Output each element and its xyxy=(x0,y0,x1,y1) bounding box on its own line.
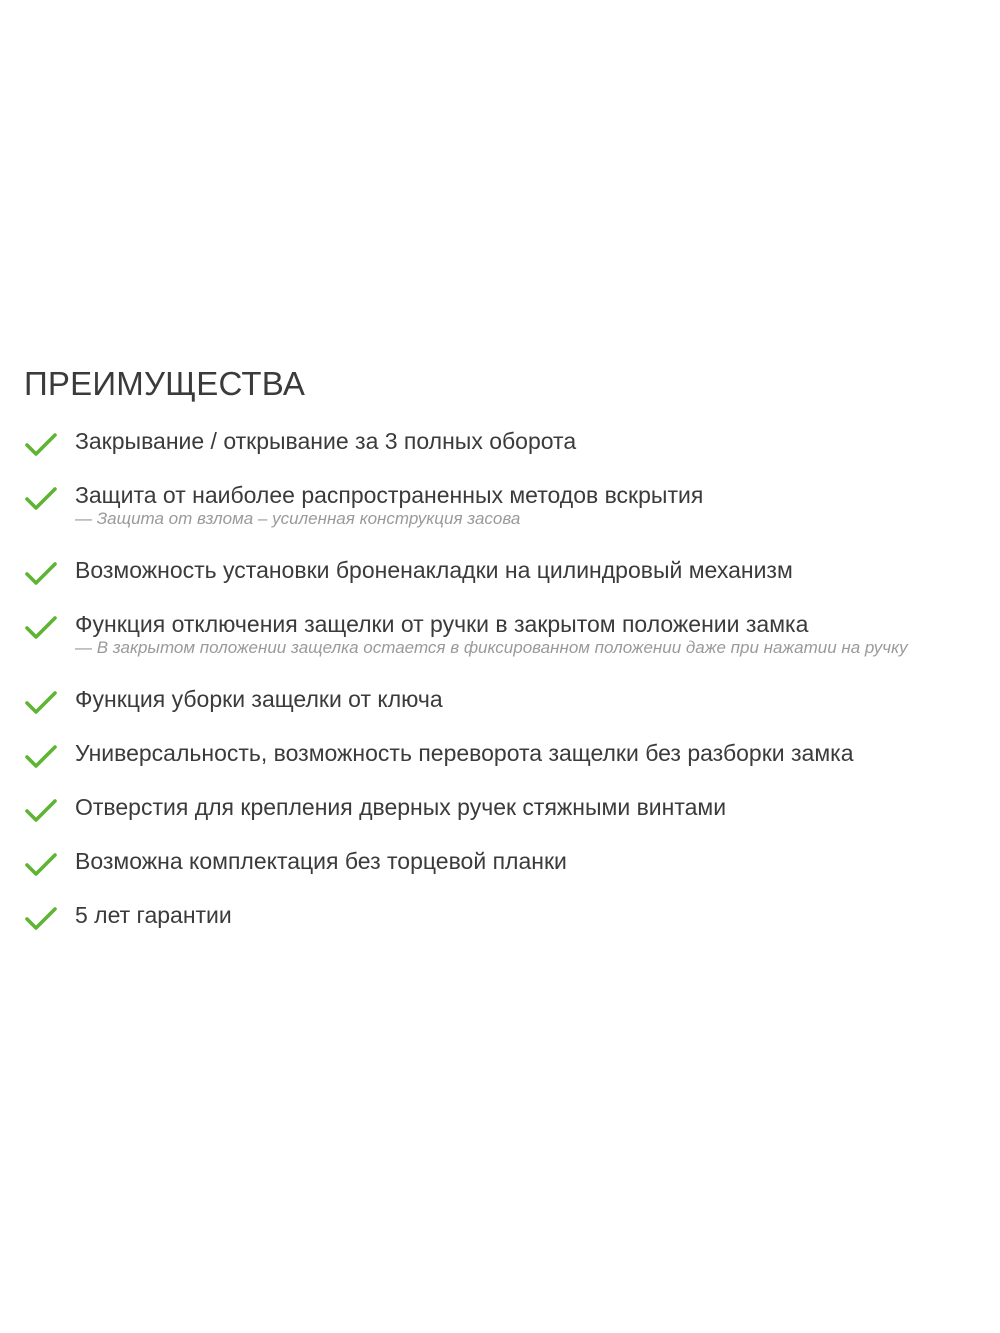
item-title: Закрывание / открывание за 3 полных оборота xyxy=(75,428,577,454)
list-item xyxy=(24,609,984,660)
list-item xyxy=(24,426,984,456)
check-icon xyxy=(24,744,58,770)
check-icon xyxy=(24,561,58,587)
advantages-list xyxy=(24,426,984,930)
check-icon xyxy=(24,906,58,932)
check-icon xyxy=(24,432,58,458)
check-icon xyxy=(24,486,58,512)
list-item xyxy=(24,846,984,876)
item-title: Функция отключения защелки от ручки в закрытом положении замка xyxy=(75,611,809,637)
list-item xyxy=(24,684,984,714)
list-item xyxy=(24,792,984,822)
section-heading: ПРЕИМУЩЕСТВА xyxy=(24,365,306,402)
item-title: 5 лет гарантии xyxy=(75,902,232,928)
list-item xyxy=(24,900,984,930)
advantages-section xyxy=(24,362,984,954)
item-title: Отверстия для крепления дверных ручек стяжными винтами xyxy=(75,794,727,820)
item-title: Возможна комплектация без торцевой планки xyxy=(75,848,567,874)
check-icon xyxy=(24,798,58,824)
item-title: Защита от наиболее распространенных методов вскрытия xyxy=(75,482,704,508)
check-icon xyxy=(24,852,58,878)
item-title: Возможность установки броненакладки на цилиндровый механизм xyxy=(75,557,793,583)
item-title: Функция уборки защелки от ключа xyxy=(75,686,443,712)
item-note: — В закрытом положении защелка остается в фиксированном положении даже при нажатии на ручку xyxy=(75,638,908,657)
list-item xyxy=(24,555,984,585)
item-note: — Защита от взлома – усиленная конструкция засова xyxy=(75,509,521,528)
check-icon xyxy=(24,690,58,716)
list-item xyxy=(24,738,984,768)
item-title: Универсальность, возможность переворота защелки без разборки замка xyxy=(75,740,854,766)
check-icon xyxy=(24,615,58,641)
list-item xyxy=(24,480,984,531)
